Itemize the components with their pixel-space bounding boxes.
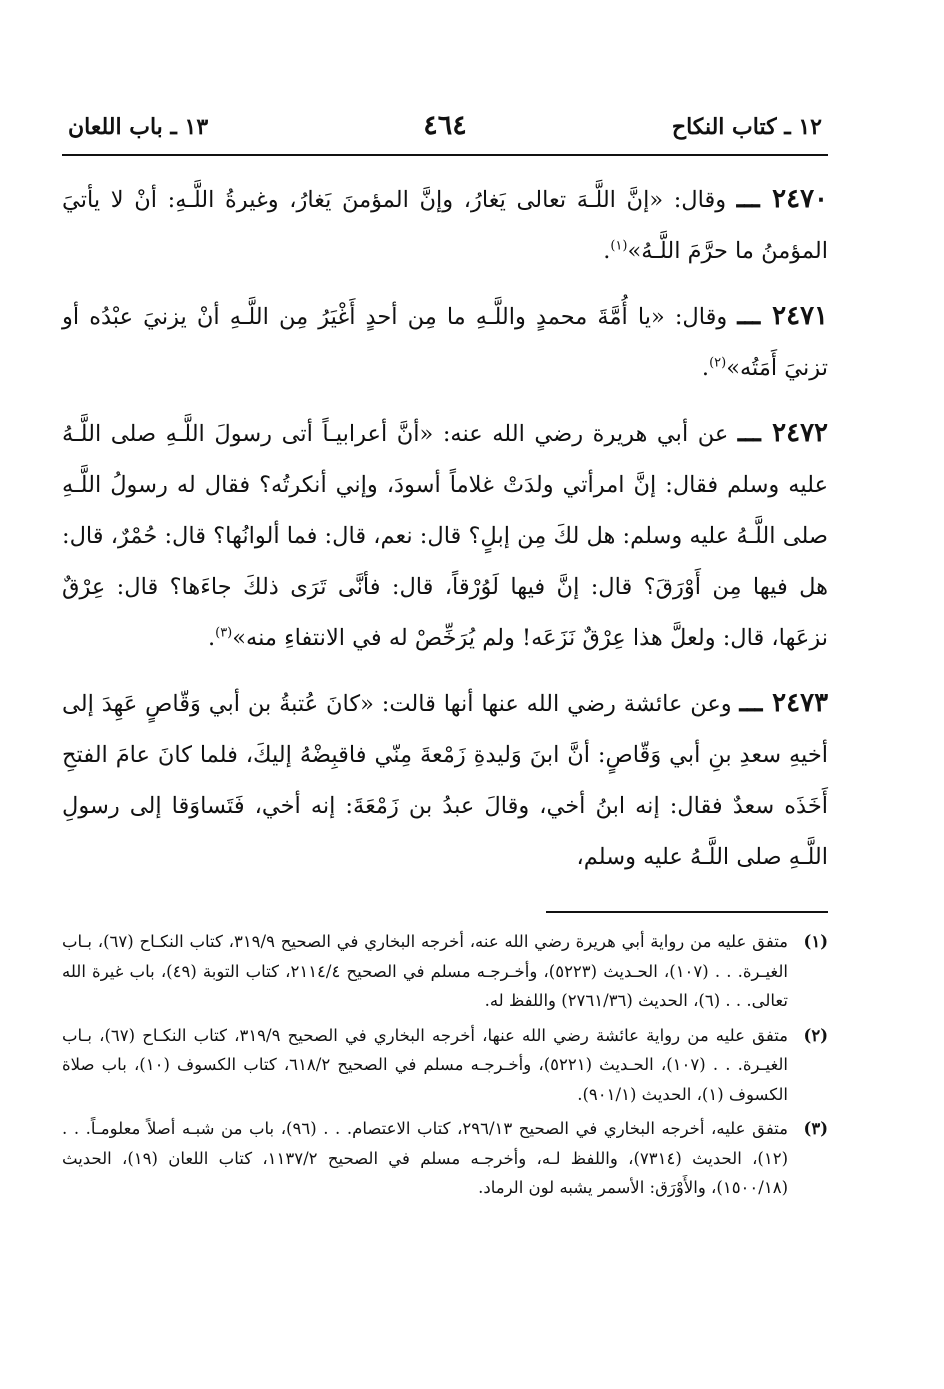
footnote-reference[interactable]: (٣) xyxy=(215,625,233,641)
footnote-divider xyxy=(546,911,828,913)
running-header xyxy=(62,110,828,156)
footnote-text: متفق عليه من رواية أبي هريرة رضي الله عنه، أخرجه البخاري في الصحيح ٣١٩/٩، كتاب النكـاح (٦٧)، بـاب الغيـرة. . . (١٠٧)، الحـديث (٥٢٢٣)، وأخـرجـه مسلم في الصحيح ٢١١٤/٤، كتاب التوبة (٤٩)، باب غيرة الله تعالى. . . (٦)، الحديث (٢٧٦١/٣٦) واللفظ له. xyxy=(62,932,789,1010)
page-number: ٤٦٤ xyxy=(423,110,467,141)
book-chapter-title: ١٢ ـ كتاب النكاح xyxy=(671,114,822,140)
hadith-end-mark: . xyxy=(603,238,611,264)
footnote-number: (١) xyxy=(803,932,828,951)
hadith-text: وعن عائشة رضي الله عنها أنها قالت: «كانَ عُتبةُ بن أبي وَقّاصٍ عَهِدَ إلى أخيهِ سعدِ بنِ أبي وَقّاصٍ: أنَّ ابنَ وَليدةِ زَمْعةَ مِنّي فاقبِضْهُ إليكَ، فلما كانَ عامَ الفتحِ أَخَذَه سعدٌ فقال: إنه ابنُ أخي، وقالَ عبدُ بن زَمْعَةَ: إنه أخي، فَتَساوَقا إلى رسولِ اللَّـهِ صلى اللَّـهُ عليه وسلم، xyxy=(62,691,828,870)
footnote-number: (٢) xyxy=(803,1025,828,1045)
hadith-text: وقال: «إنَّ اللَّـهَ تعالى يَغارُ، وإنَّ المؤمنَ يَغارُ، وغيرةُ اللَّـهِ: أنْ لا يأتيَ المؤمنُ ما حرَّمَ اللَّـهُ» xyxy=(62,187,828,264)
hadith-end-mark: . xyxy=(207,625,216,651)
hadith-number: ٢٤٧٠ ـــ xyxy=(736,184,828,214)
hadith-end-mark: . xyxy=(701,355,710,381)
footnote-reference[interactable]: (٢) xyxy=(709,355,727,371)
book-page xyxy=(62,110,828,1370)
hadith-text: عن أبي هريرة رضي الله عنه: «أنَّ أعرابيـاً أتى رسولَ اللَّـهِ صلى اللَّـهُ عليه وسلم فقال: إنَّ امرأتي ولدَتْ غلاماً أسودَ، وإني أنكرتُه؟ فقال له رسولُ اللَّـهِ صلى اللَّـهُ عليه وسلم: هل لكَ مِن إبلٍ؟ قال: نعم، قال: فما ألوانُها؟ قال: حُمْرٌ، قال: هل فيها مِن أَوْرَقَ؟ قال: إنَّ فيها لَوُرْقاً، قال: فأنَّى تَرَى ذلكَ جاءَها؟ قال: عِرْقٌ نزعَها، قال: ولعلَّ هذا عِرْقٌ نَزَعَه! ولم يُرَخِّصْ له في الانتفاءِ منه» xyxy=(62,421,828,651)
hadith-entry xyxy=(62,678,828,883)
footnote-text: متفق عليه من رواية عائشة رضي الله عنها، أخرجه البخاري في الصحيح ٣١٩/٩، كتاب النكـاح (٦٧)، بـاب الغيـرة. . . (١٠٧)، الحـديث (٥٢٢١)، وأخـرجـه مسلم في الصحيح ٦١٨/٢، كتاب الكسوف (١٠)، باب صلاة الكسوف (١)، الحديث (٩٠١/١). xyxy=(62,1025,789,1104)
main-text xyxy=(62,174,828,883)
footnote xyxy=(62,1114,828,1203)
footnotes-section xyxy=(62,927,828,1203)
hadith-number: ٢٤٧٢ ـــ xyxy=(737,418,828,448)
footnote-reference[interactable]: (١) xyxy=(610,238,628,254)
footnote-number: (٣) xyxy=(803,1119,828,1138)
hadith-entry xyxy=(62,291,828,394)
footnote-text: متفق عليه، أخرجه البخاري في الصحيح ٢٩٦/١٣، كتاب الاعتصام. . . (٩٦)، باب من شبـه أصلاً معلومـاً. . . (١٢)، الحديث (٧٣١٤)، واللفظ لـه، وأخرجـه مسلم في الصحيح ١١٣٧/٢، كتاب اللعان (١٩)، الحديث (١٥٠٠/١٨)، والأَوْرَق: الأسمر يشبه لون الرماد. xyxy=(62,1119,788,1197)
hadith-number: ٢٤٧٣ ـــ xyxy=(739,688,829,718)
footnote xyxy=(62,927,828,1016)
hadith-number: ٢٤٧١ ـــ xyxy=(737,301,828,331)
hadith-entry xyxy=(62,408,828,664)
footnote xyxy=(62,1021,828,1110)
section-title: ١٣ ـ باب اللعان xyxy=(68,114,209,140)
hadith-entry xyxy=(62,174,828,277)
hadith-text: وقال: «يا أُمَّةَ محمدٍ واللَّـهِ ما مِن أحدٍ أَغْيَرُ مِن اللَّـهِ أنْ يزنيَ عبْدُه أو تزنيَ أَمَتُه» xyxy=(62,304,828,381)
